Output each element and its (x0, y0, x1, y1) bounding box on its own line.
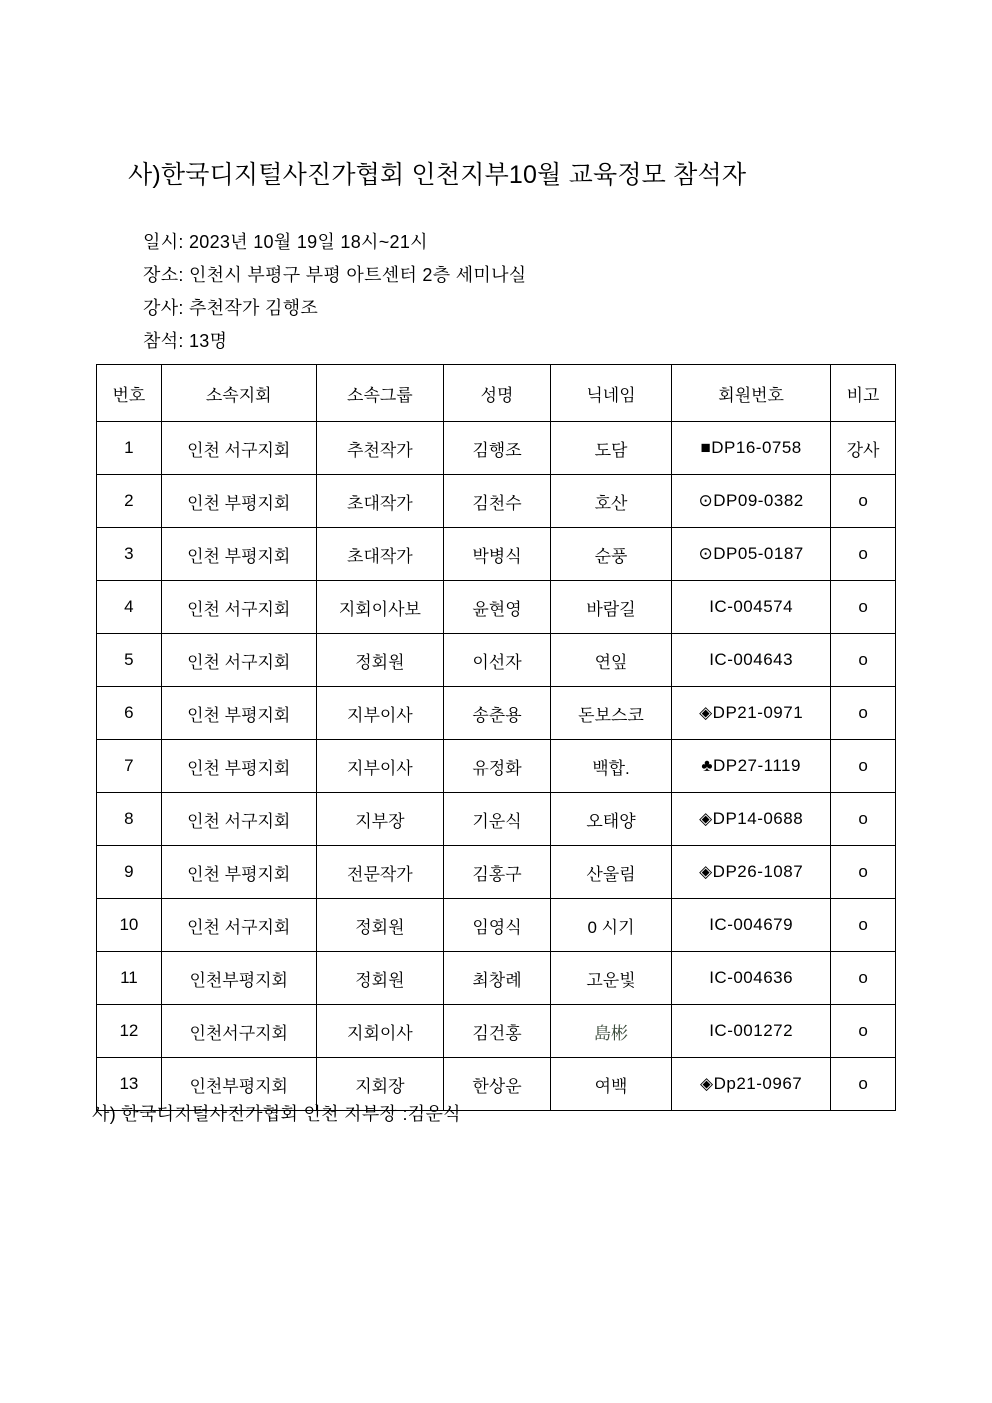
cell-branch: 인천 부평지회 (161, 528, 316, 581)
cell-nickname: 0 시기 (550, 899, 671, 952)
cell-note: o (831, 634, 896, 687)
cell-note: o (831, 475, 896, 528)
cell-nickname: 산울림 (550, 846, 671, 899)
column-header-nickname: 닉네임 (550, 365, 671, 422)
cell-nickname: 돈보스코 (550, 687, 671, 740)
cell-group: 정회원 (316, 899, 444, 952)
cell-note: o (831, 952, 896, 1005)
cell-name: 최창례 (444, 952, 551, 1005)
cell-branch: 인천부평지회 (161, 1058, 316, 1111)
cell-branch: 인천 부평지회 (161, 846, 316, 899)
cell-no: 12 (97, 1005, 162, 1058)
cell-no: 6 (97, 687, 162, 740)
table-header-row (97, 365, 896, 422)
meta-line-attendance: 참석: 13명 (143, 331, 228, 351)
cell-note: o (831, 687, 896, 740)
cell-name: 김천수 (444, 475, 551, 528)
cell-no: 2 (97, 475, 162, 528)
cell-name: 유정화 (444, 740, 551, 793)
cell-no: 10 (97, 899, 162, 952)
cell-branch: 인천서구지회 (161, 1005, 316, 1058)
cell-branch: 인천 부평지회 (161, 687, 316, 740)
cell-name: 김건홍 (444, 1005, 551, 1058)
cell-branch: 인천 부평지회 (161, 740, 316, 793)
table-row (97, 687, 896, 740)
cell-name: 임영식 (444, 899, 551, 952)
cell-member-no: ⊙DP05-0187 (672, 528, 831, 581)
cell-group: 지회이사 (316, 1005, 444, 1058)
cell-nickname: 연잎 (550, 634, 671, 687)
cell-no: 1 (97, 422, 162, 475)
cell-name: 박병식 (444, 528, 551, 581)
cell-name: 기운식 (444, 793, 551, 846)
table-row (97, 1005, 896, 1058)
column-header-no: 번호 (97, 365, 162, 422)
cell-member-no: ◈DP14-0688 (672, 793, 831, 846)
cell-member-no: IC-004574 (672, 581, 831, 634)
meta-line-date: 일시: 2023년 10월 19일 18시~21시 (143, 232, 428, 252)
cell-name: 한상운 (444, 1058, 551, 1111)
cell-note: o (831, 740, 896, 793)
cell-member-no: ⊙DP09-0382 (672, 475, 831, 528)
cell-name: 이선자 (444, 634, 551, 687)
cell-branch: 인천 서구지회 (161, 422, 316, 475)
cell-no: 9 (97, 846, 162, 899)
cell-name: 윤현영 (444, 581, 551, 634)
cell-member-no: IC-004643 (672, 634, 831, 687)
cell-branch: 인천 부평지회 (161, 475, 316, 528)
cell-member-no: ◈DP26-1087 (672, 846, 831, 899)
cell-branch: 인천 서구지회 (161, 899, 316, 952)
cell-note: o (831, 793, 896, 846)
cell-nickname: 여백 (550, 1058, 671, 1111)
cell-group: 초대작가 (316, 528, 444, 581)
table-row (97, 581, 896, 634)
cell-member-no: ■DP16-0758 (672, 422, 831, 475)
column-header-branch: 소속지회 (161, 365, 316, 422)
cell-no: 5 (97, 634, 162, 687)
cell-branch: 인천부평지회 (161, 952, 316, 1005)
table-row (97, 528, 896, 581)
cell-no: 8 (97, 793, 162, 846)
cell-branch: 인천 서구지회 (161, 634, 316, 687)
table-row (97, 634, 896, 687)
column-header-name: 성명 (444, 365, 551, 422)
cell-no: 13 (97, 1058, 162, 1111)
cell-group: 정회원 (316, 952, 444, 1005)
page-title: 사)한국디지털사진가협회 인천지부10월 교육정모 참석자 (128, 161, 747, 189)
cell-nickname: 島彬 (550, 1005, 671, 1058)
cell-nickname: 백합. (550, 740, 671, 793)
cell-group: 정회원 (316, 634, 444, 687)
table-row (97, 475, 896, 528)
cell-name: 송춘용 (444, 687, 551, 740)
event-meta-block (143, 228, 527, 360)
cell-nickname: 바람길 (550, 581, 671, 634)
cell-group: 추천작가 (316, 422, 444, 475)
table-row (97, 422, 896, 475)
cell-nickname: 고운빛 (550, 952, 671, 1005)
cell-group: 지회장 (316, 1058, 444, 1111)
cell-no: 11 (97, 952, 162, 1005)
cell-note: 강사 (831, 422, 896, 475)
footer-signature: 사) 한국디지털사진가협회 인천 지부장 :김운식 (92, 1104, 461, 1124)
column-header-note: 비고 (831, 365, 896, 422)
cell-group: 지부이사 (316, 740, 444, 793)
cell-member-no: IC-004636 (672, 952, 831, 1005)
cell-group: 지부이사 (316, 687, 444, 740)
table-row (97, 952, 896, 1005)
cell-no: 7 (97, 740, 162, 793)
cell-group: 전문작가 (316, 846, 444, 899)
cell-member-no: IC-004679 (672, 899, 831, 952)
table-row (97, 740, 896, 793)
table-row (97, 793, 896, 846)
cell-nickname: 오태양 (550, 793, 671, 846)
cell-group: 지부장 (316, 793, 444, 846)
cell-nickname: 호산 (550, 475, 671, 528)
cell-branch: 인천 서구지회 (161, 581, 316, 634)
cell-group: 지회이사보 (316, 581, 444, 634)
cell-note: o (831, 1058, 896, 1111)
meta-line-instructor: 강사: 추천작가 김행조 (143, 298, 319, 318)
cell-note: o (831, 846, 896, 899)
cell-note: o (831, 899, 896, 952)
cell-note: o (831, 1005, 896, 1058)
cell-nickname: 순풍 (550, 528, 671, 581)
meta-line-location: 장소: 인천시 부평구 부평 아트센터 2층 세미나실 (143, 265, 527, 285)
table-row (97, 899, 896, 952)
cell-member-no: ♣DP27-1119 (672, 740, 831, 793)
cell-no: 3 (97, 528, 162, 581)
cell-group: 초대작가 (316, 475, 444, 528)
table-row (97, 846, 896, 899)
cell-name: 김행조 (444, 422, 551, 475)
cell-member-no: ◈DP21-0971 (672, 687, 831, 740)
cell-nickname: 도담 (550, 422, 671, 475)
cell-member-no: IC-001272 (672, 1005, 831, 1058)
column-header-group: 소속그룹 (316, 365, 444, 422)
cell-branch: 인천 서구지회 (161, 793, 316, 846)
attendees-table (96, 364, 896, 1111)
cell-member-no: ◈Dp21-0967 (672, 1058, 831, 1111)
cell-note: o (831, 528, 896, 581)
cell-name: 김홍구 (444, 846, 551, 899)
column-header-member-no: 회원번호 (672, 365, 831, 422)
cell-note: o (831, 581, 896, 634)
cell-no: 4 (97, 581, 162, 634)
